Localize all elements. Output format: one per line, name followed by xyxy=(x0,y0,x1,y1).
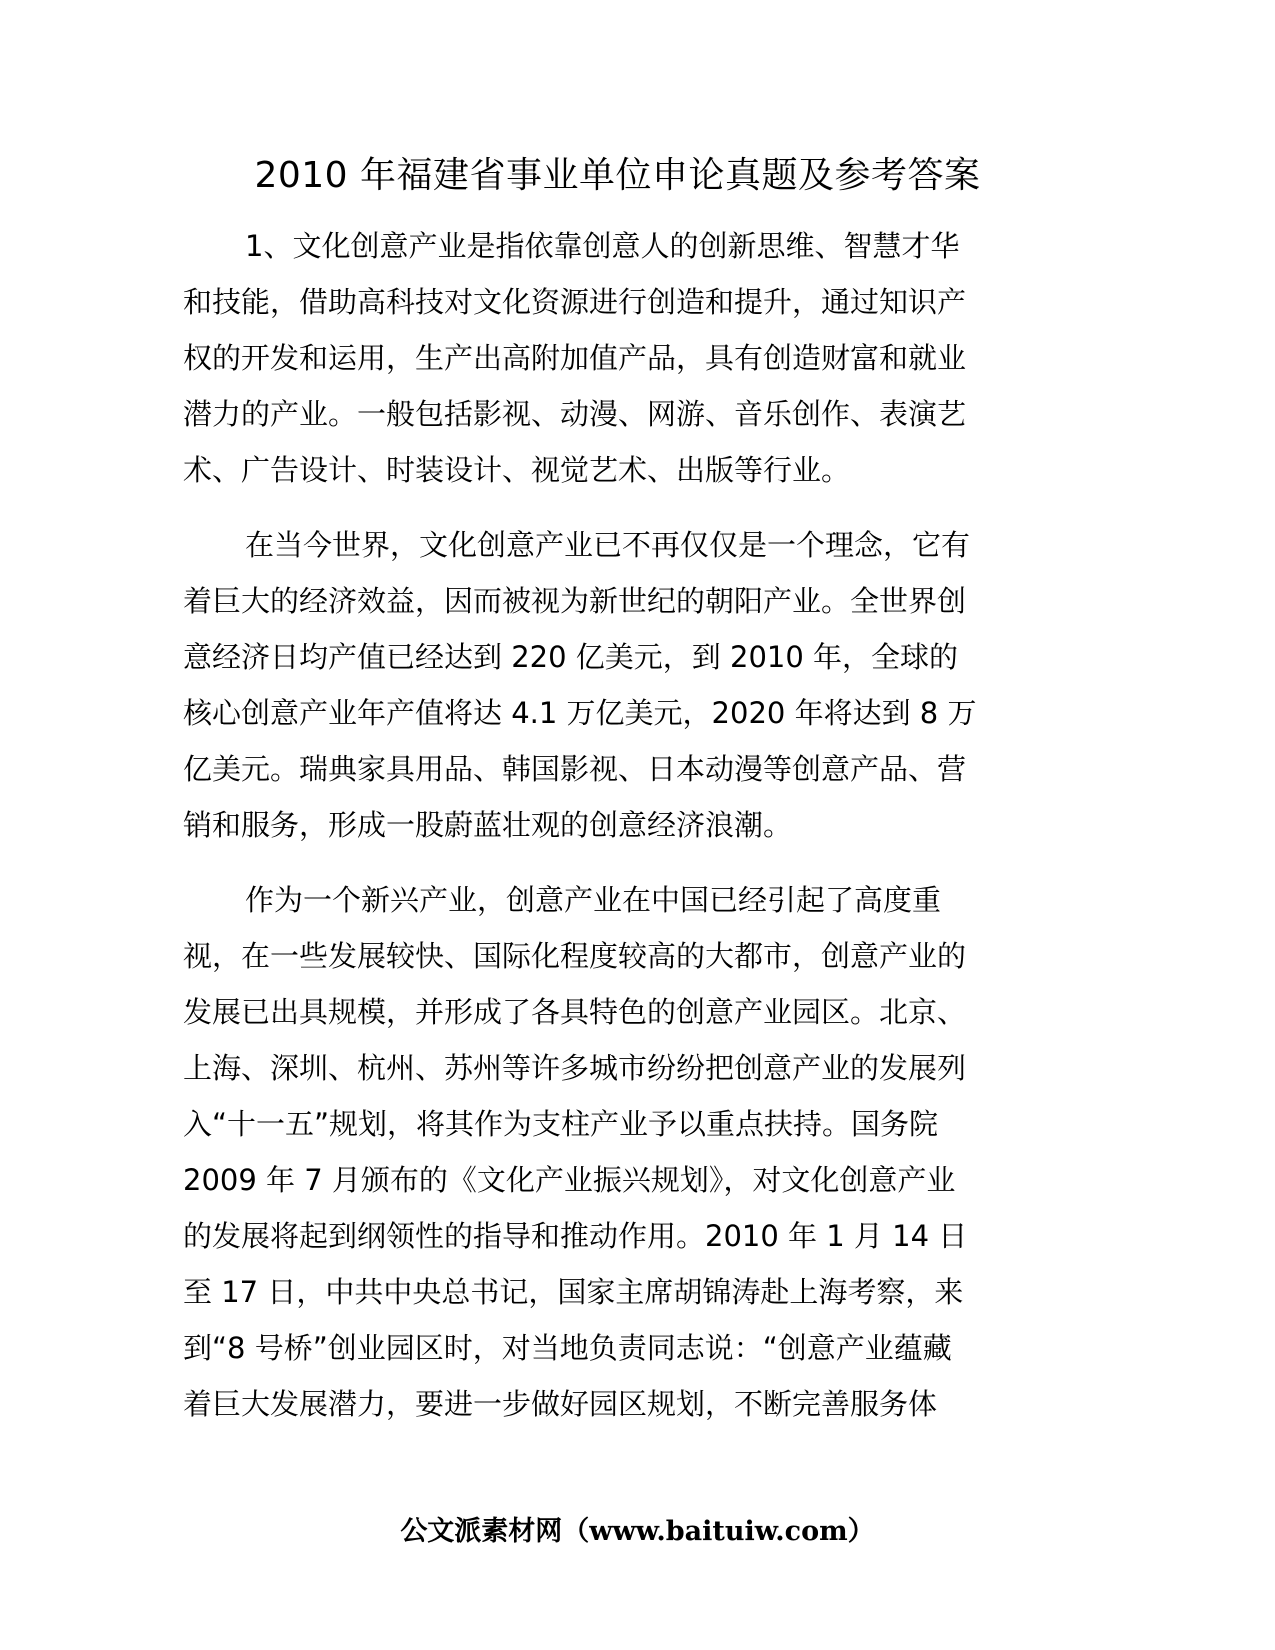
text-line: 销和服务，形成一股蔚蓝壮观的创意经济浪潮。 xyxy=(183,808,793,842)
document-body xyxy=(183,218,1053,1451)
text-line: 着巨大发展潜力，要进一步做好园区规划，不断完善服务体 xyxy=(183,1387,938,1421)
text-line: 上海、深圳、杭州、苏州等许多城市纷纷把创意产业的发展列 xyxy=(183,1051,967,1085)
paragraph-3 xyxy=(183,872,1053,1432)
text-line: 到“8 号桥”创业园区时，对当地负责同志说：“创意产业蕴藏 xyxy=(183,1331,952,1365)
text-line: 在当今世界，文化创意产业已不再仅仅是一个理念，它有 xyxy=(245,528,971,562)
footer-source-link: 公文派素材网（www.baituiw.com） xyxy=(400,1516,875,1547)
text-line: 权的开发和运用，生产出高附加值产品，具有创造财富和就业 xyxy=(183,341,967,375)
text-line: 着巨大的经济效益，因而被视为新世纪的朝阳产业。全世界创 xyxy=(183,584,967,618)
text-line: 核心创意产业年产值将达 4.1 万亿美元，2020 年将达到 8 万 xyxy=(183,696,977,730)
text-line: 发展已出具规模，并形成了各具特色的创意产业园区。北京、 xyxy=(183,995,967,1029)
text-line: 1、文化创意产业是指依靠创意人的创新思维、智慧才华 xyxy=(245,229,960,263)
text-line: 入“十一五”规划，将其作为支柱产业予以重点扶持。国务院 xyxy=(183,1107,939,1141)
text-line: 术、广告设计、时装设计、视觉艺术、出版等行业。 xyxy=(183,453,851,487)
paragraph-1 xyxy=(183,218,1053,498)
text-line: 亿美元。瑞典家具用品、韩国影视、日本动漫等创意产品、营 xyxy=(183,752,967,786)
text-line: 视，在一些发展较快、国际化程度较高的大都市，创意产业的 xyxy=(183,939,967,973)
text-line: 意经济日均产值已经达到 220 亿美元，到 2010 年，全球的 xyxy=(183,640,959,674)
text-line: 潜力的产业。一般包括影视、动漫、网游、音乐创作、表演艺 xyxy=(183,397,967,431)
document-title: 2010 年福建省事业单位申论真题及参考答案 xyxy=(254,155,981,196)
text-line: 和技能，借助高科技对文化资源进行创造和提升，通过知识产 xyxy=(183,285,967,319)
text-line: 至 17 日，中共中央总书记，国家主席胡锦涛赴上海考察，来 xyxy=(183,1275,964,1309)
paragraph-2 xyxy=(183,517,1053,853)
text-line: 2009 年 7 月颁布的《文化产业振兴规划》，对文化创意产业 xyxy=(183,1163,956,1197)
text-line: 作为一个新兴产业，创意产业在中国已经引起了高度重 xyxy=(245,883,942,917)
text-line: 的发展将起到纲领性的指导和推动作用。2010 年 1 月 14 日 xyxy=(183,1219,968,1253)
